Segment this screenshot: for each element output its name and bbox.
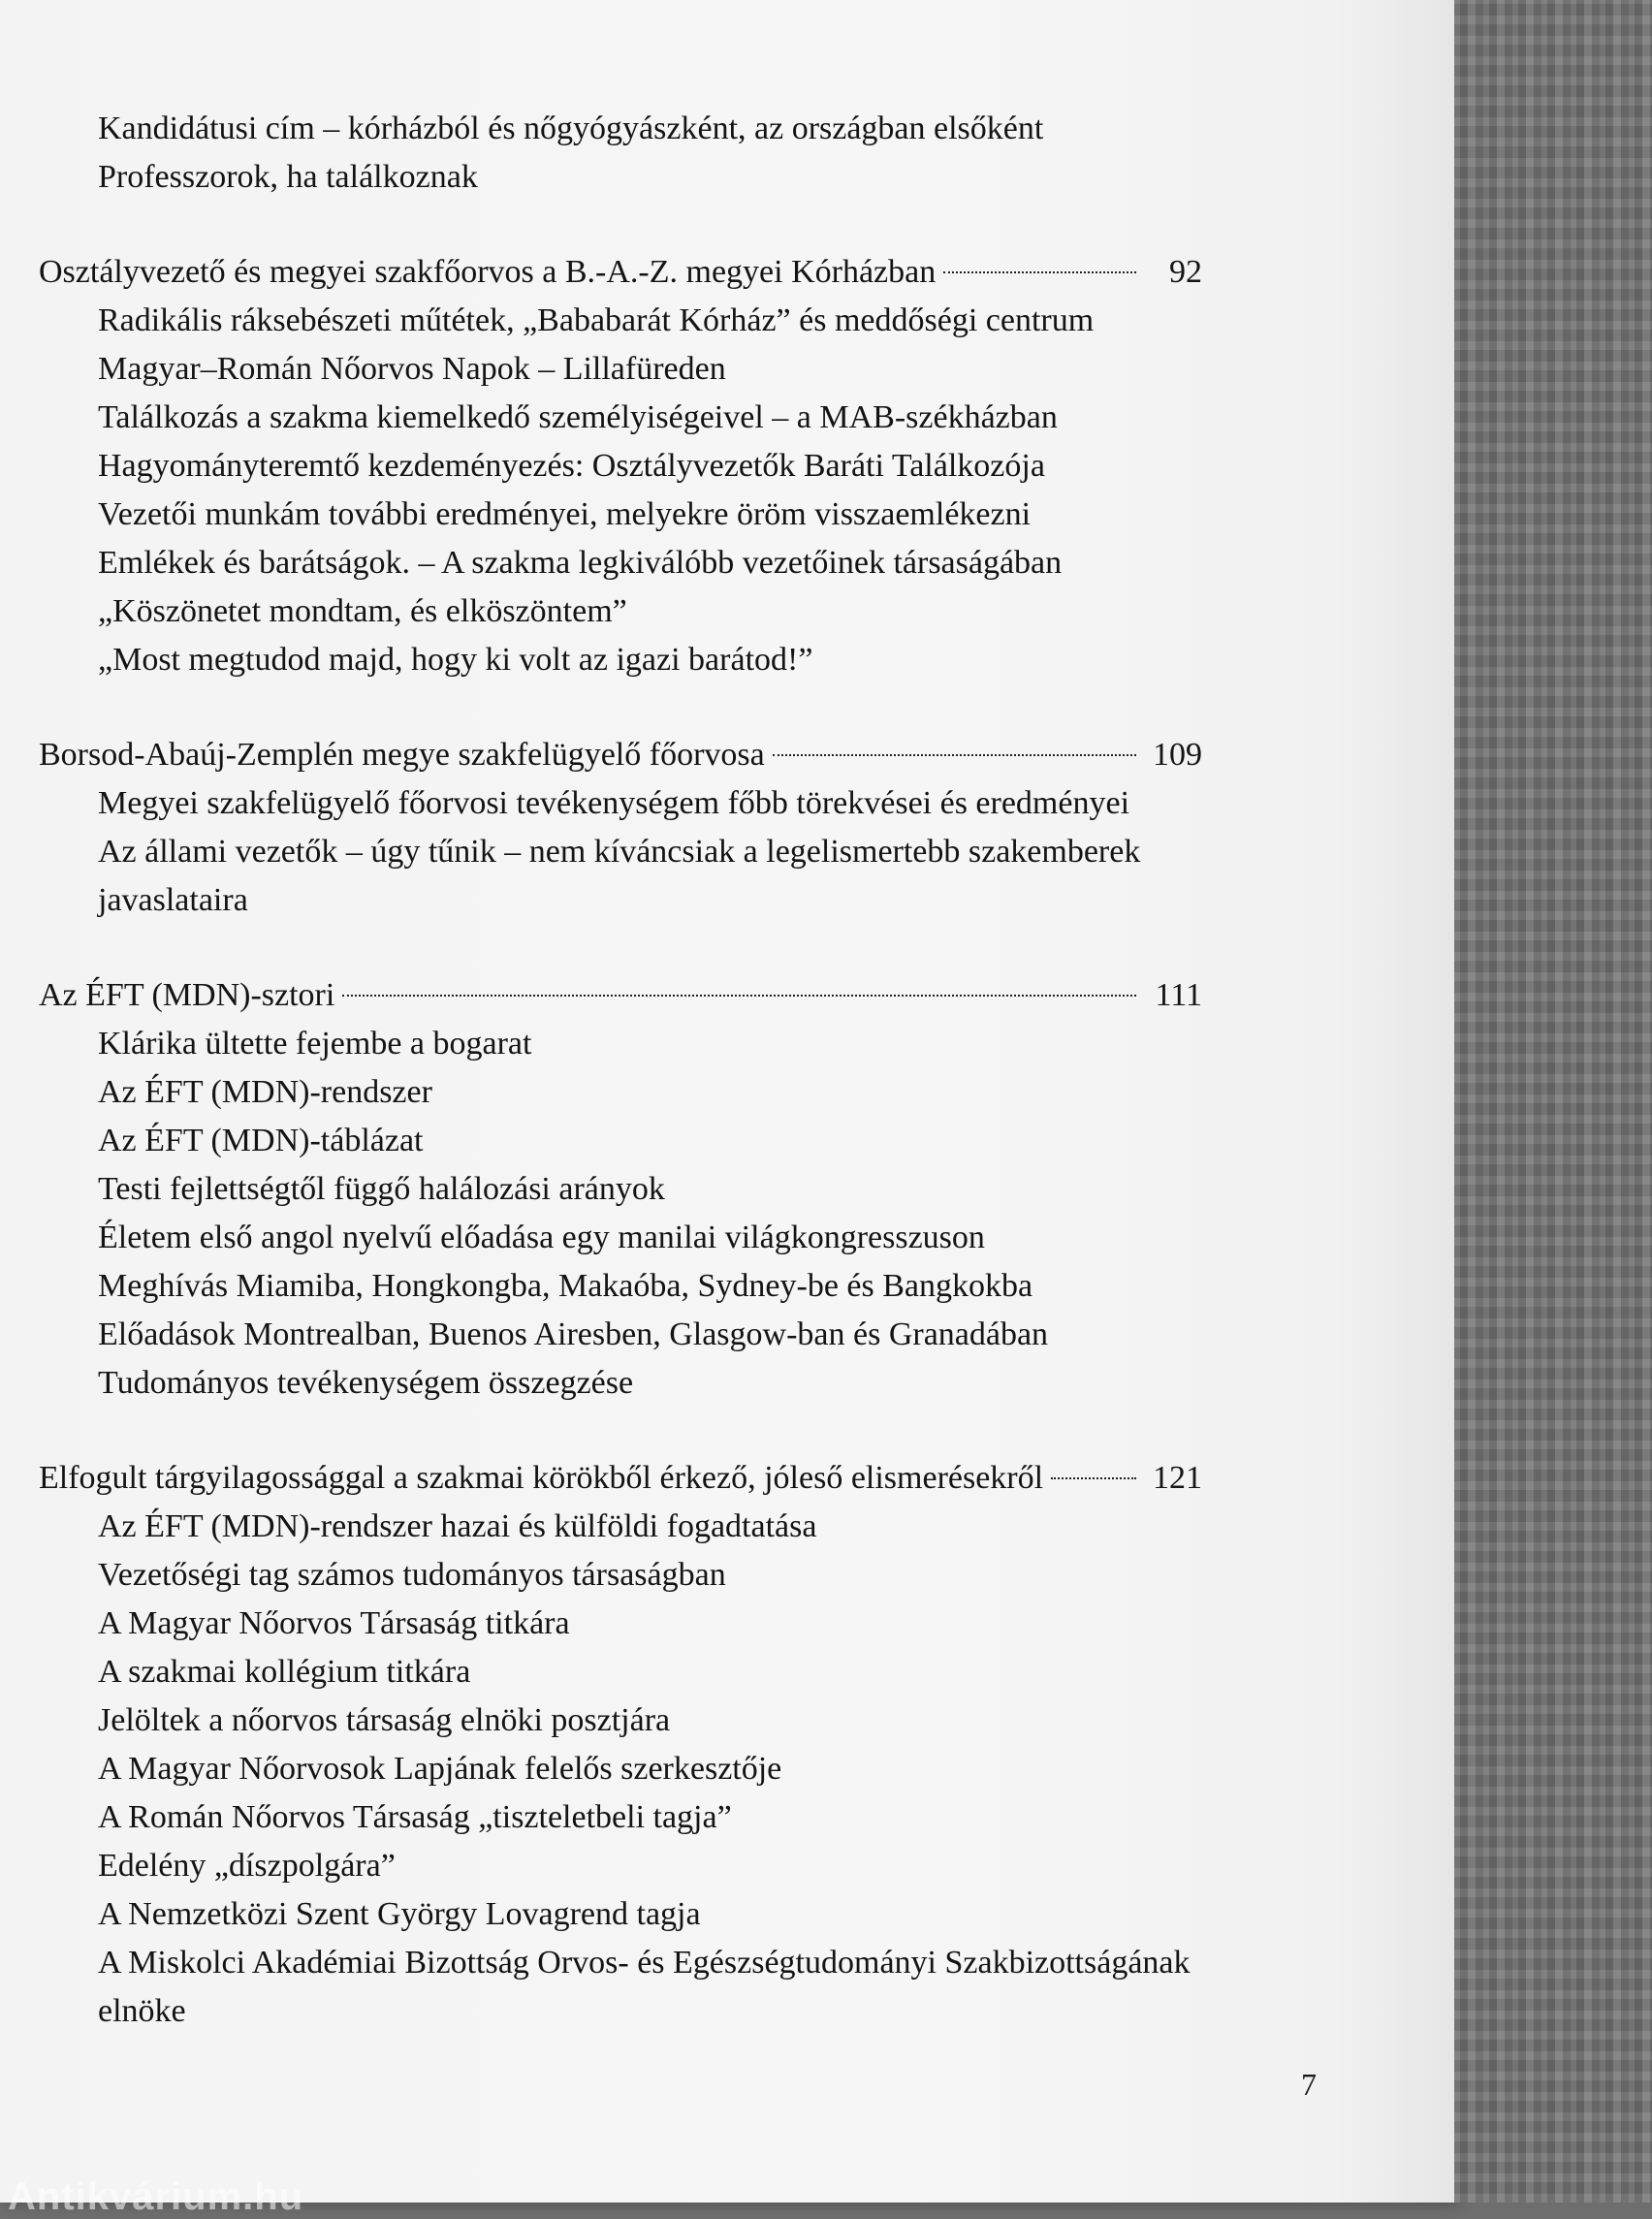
background-surface [1454, 0, 1652, 2203]
toc-section [39, 248, 1202, 684]
dot-leader [773, 754, 1136, 756]
toc-subentry: Jelöltek a nőorvos társaság elnöki posztjára [98, 1702, 671, 1738]
dot-leader [1051, 1477, 1136, 1479]
toc-subentry: Radikális ráksebészeti műtétek, „Bababarát Kórház” és meddőségi centrum [98, 302, 1095, 338]
toc-entry [39, 1454, 1202, 1503]
toc-subentry: A Nemzetközi Szent György Lovagrend tagja [98, 1896, 701, 1932]
toc-section [39, 1454, 1202, 2036]
toc-subentry: A Magyar Nőorvos Társaság titkára [98, 1605, 570, 1641]
toc-subentry: Klárika ültette fejembe a bogarat [98, 1026, 532, 1062]
toc-entry-title: Borsod-Abaúj-Zemplén megye szakfelügyelő főorvosa [39, 737, 765, 773]
toc-subentry: Emlékek és barátságok. – A szakma legkiválóbb vezetőinek társaságában [98, 545, 1063, 581]
toc-subentry: Kandidátusi cím – kórházból és nőgyógyászként, az országban elsőként [98, 111, 1044, 146]
toc-subentry: A Miskolci Akadémiai Bizottság Orvos- és Egészségtudományi Szakbizottságának elnöke [98, 1945, 1191, 2029]
toc-entry-page: 109 [1153, 737, 1202, 773]
toc-entry-title: Elfogult tárgyilagossággal a szakmai körökből érkező, jóleső elismerésekről [39, 1460, 1044, 1496]
dot-leader [342, 995, 1136, 997]
toc-subentry: Életem első angol nyelvű előadása egy manilai világkongresszuson [98, 1220, 985, 1255]
watermark: Antikvárium.hu [8, 2175, 304, 2218]
toc-subentry: Vezetői munkám további eredményei, melyekre öröm visszaemlékezni [98, 496, 1032, 532]
toc-section [39, 731, 1202, 925]
toc-subentry: Vezetőségi tag számos tudományos társaságban [98, 1557, 726, 1593]
toc-subentry: „Köszönetet mondtam, és elköszöntem” [98, 593, 627, 629]
toc-subentry: Meghívás Miamiba, Hongkongba, Makaóba, Sydney-be és Bangkokba [98, 1268, 1033, 1304]
toc-subentry: Hagyományteremtő kezdeményezés: Osztályvezetők Baráti Találkozója [98, 448, 1045, 484]
toc-subentry: A szakmai kollégium titkára [98, 1654, 471, 1690]
toc-subentry: Megyei szakfelügyelő főorvosi tevékenységem főbb törekvései és eredményei [98, 785, 1130, 821]
toc-entry [39, 971, 1202, 1020]
toc-subentry: Tudományos tevékenységem összegzése [98, 1365, 634, 1401]
toc-entry-page: 92 [1169, 254, 1202, 290]
toc-entry [39, 731, 1202, 779]
toc-subentry: Az ÉFT (MDN)-táblázat [98, 1123, 424, 1158]
page-number: 7 [1301, 2067, 1317, 2102]
toc-entry-title: Osztályvezető és megyei szakfőorvos a B.-A.-Z. megyei Kórházban [39, 254, 937, 290]
toc-subentry: Az ÉFT (MDN)-rendszer [98, 1074, 432, 1110]
toc-subentry: Találkozás a szakma kiemelkedő személyiségeivel – a MAB-székházban [98, 399, 1058, 435]
toc-subentry: Edelény „díszpolgára” [98, 1848, 396, 1884]
toc-section [39, 971, 1202, 1408]
toc-subentry: Az ÉFT (MDN)-rendszer hazai és külföldi fogadtatása [98, 1508, 817, 1544]
toc-subentry: Testi fejlettségtől függő halálozási arányok [98, 1171, 665, 1207]
dot-leader [943, 271, 1136, 273]
toc-subentry: Professzorok, ha találkoznak [98, 159, 478, 195]
toc-entry-page: 111 [1155, 977, 1202, 1013]
toc-subentry: Az állami vezetők – úgy tűnik – nem kíváncsiak a legelismertebb szakemberek javaslataira [98, 834, 1141, 918]
toc-entry-title: Az ÉFT (MDN)-sztori [39, 977, 335, 1013]
toc-subentry: Magyar–Román Nőorvos Napok – Lillafüreden [98, 351, 726, 387]
toc-entry-page: 121 [1153, 1460, 1202, 1496]
toc-subentry: A Román Nőorvos Társaság „tiszteletbeli tagja” [98, 1799, 732, 1835]
toc-subentry: Előadások Montrealban, Buenos Airesben, Glasgow-ban és Granadában [98, 1316, 1049, 1352]
toc-continuation [39, 105, 1202, 202]
toc-entry [39, 248, 1202, 297]
table-of-contents [39, 105, 1202, 2036]
toc-subentry: A Magyar Nőorvosok Lapjának felelős szerkesztője [98, 1751, 782, 1787]
toc-subentry: „Most megtudod majd, hogy ki volt az igazi barátod!” [98, 642, 813, 678]
